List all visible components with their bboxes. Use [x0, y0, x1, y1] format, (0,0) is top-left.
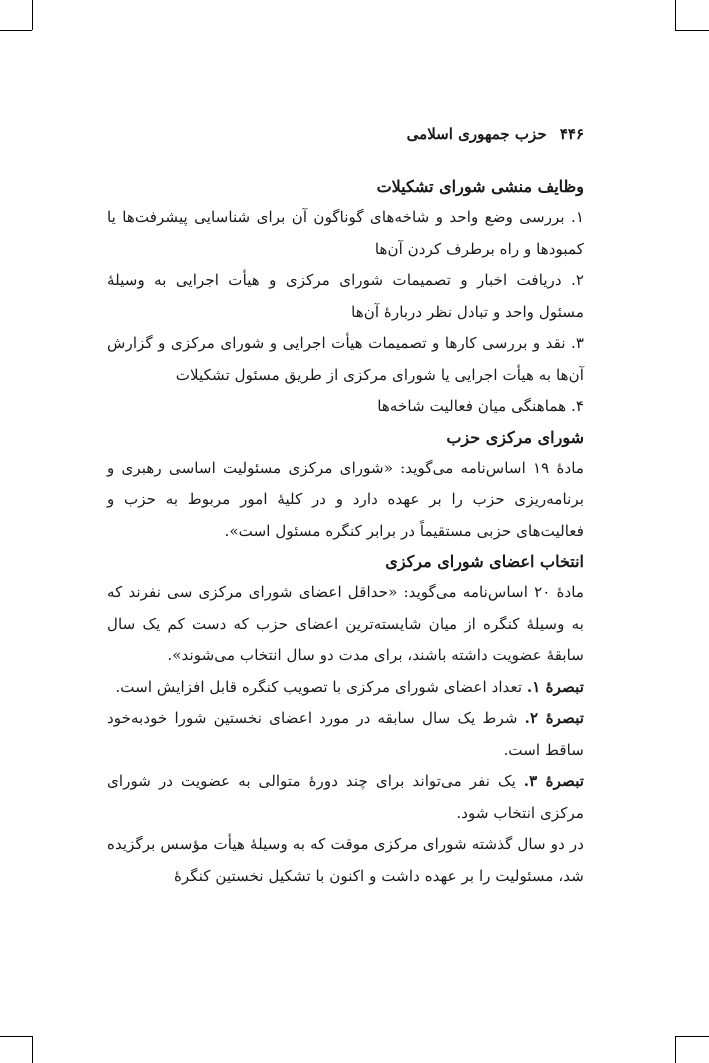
paragraph-note-2	[107, 703, 584, 766]
crop-mark-top-left-h	[0, 30, 32, 31]
section-heading-council-election: انتخاب اعضای شورای مرکزی	[385, 552, 584, 571]
paragraph-item-2: ۲. دریافت اخبار و تصمیمات شورای مرکزی و هیأت اجرایی به وسیلهٔ مسئول واحد و تبادل نظر دربارهٔ آن‌ها	[107, 271, 584, 321]
note-2-label: تبصرهٔ ۲.	[524, 709, 585, 727]
crop-mark-bottom-left-h	[0, 1036, 32, 1037]
crop-mark-top-right-h	[675, 30, 709, 31]
crop-mark-bottom-right-h	[675, 1036, 709, 1037]
paragraph-article-19: مادهٔ ۱۹ اساس‌نامه می‌گوید: «شورای مرکزی مسئولیت اساسی رهبری و برنامه‌ریزی حزب را بر عهده دارد و در کلیهٔ امور مربوط به حزب و فعالیت‌های حزبی مستقیماً در برابر کنگره مسئول است».	[107, 458, 585, 540]
paragraph-item-4: ۴. هماهنگی میان فعالیت شاخه‌ها	[377, 397, 584, 415]
running-title: حزب جمهوری اسلامی	[406, 125, 547, 143]
crop-mark-bottom-left-v	[32, 1036, 33, 1063]
section-heading-central-council: شورای مرکزی حزب	[446, 427, 584, 447]
paragraph-item-3: ۳. نقد و بررسی کارها و تصمیمات هیأت اجرایی و شورای مرکزی و گزارش آن‌ها به هیأت اجرایی یا شورای مرکزی از طریق مسئول تشکیلات	[107, 334, 584, 384]
crop-mark-top-left-v	[32, 0, 33, 30]
book-page	[107, 118, 584, 892]
note-1-label: تبصرهٔ ۱.	[526, 677, 584, 696]
note-2-text: شرط یک سال سابقه در مورد اعضای نخستین شورا خودبه‌خود ساقط است.	[107, 709, 584, 759]
paragraph-note-1	[107, 672, 584, 704]
crop-mark-bottom-right-v	[675, 1036, 676, 1063]
paragraph-article-20: مادهٔ ۲۰ اساس‌نامه می‌گوید: «حداقل اعضای شورای مرکزی سی نفرند که به وسیلهٔ کنگره از میان شایسته‌ترین اعضای حزب که دست کم یک سال سابقهٔ عضویت داشته باشند، برای مدت دو سال انتخاب می‌شوند».	[107, 583, 584, 664]
note-1-text: تعداد اعضای شورای مرکزی با تصویب کنگره قابل افزایش است.	[115, 677, 523, 696]
note-3-text: یک نفر می‌تواند برای چند دورهٔ متوالی به عضویت در شورای مرکزی انتخاب شود.	[107, 772, 584, 822]
section-heading-secretary-duties: وظایف منشی شورای تشکیلات	[376, 177, 584, 196]
note-3-label: تبصرهٔ ۳.	[523, 772, 585, 790]
page-number: ۴۴۶	[559, 125, 584, 143]
paragraph-item-1: ۱. بررسی وضع واحد و شاخه‌های گوناگون آن برای شناسایی پیشرفت‌ها یا کمبودها و راه برطرف کردن آن‌ها	[107, 208, 584, 258]
crop-mark-top-right-v	[675, 0, 676, 30]
paragraph-closing: در دو سال گذشته شورای مرکزی موقت که به وسیلهٔ هیأت مؤسس برگزیده شد، مسئولیت را بر عهده داشت و اکنون با تشکیل نخستین کنگرهٔ	[107, 835, 584, 885]
running-header	[107, 118, 584, 150]
paragraph-note-3	[107, 766, 584, 829]
